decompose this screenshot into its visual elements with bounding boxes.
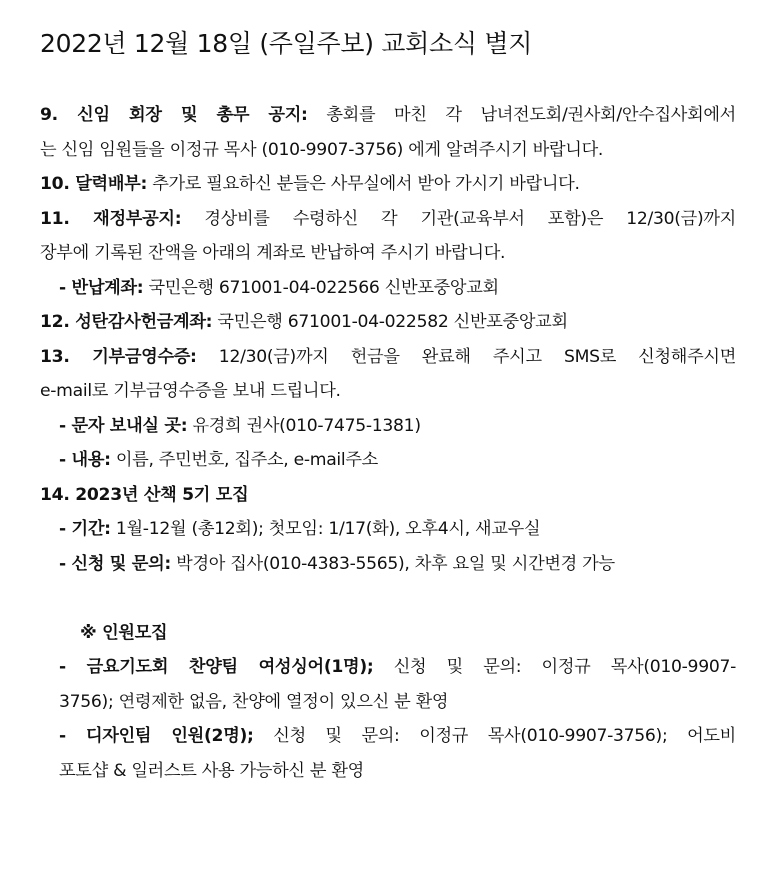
item-12-text: 국민은행 671001-04-022582 신반포중앙교회 (212, 312, 568, 332)
item-13-sub-2-text: 이름, 주민번호, 집주소, e-mail주소 (110, 450, 378, 470)
item-11-text-2: 장부에 기록된 잔액을 아래의 계좌로 반납하여 주시기 바랍니다. (40, 243, 506, 263)
item-13-sub-1-text: 유경희 권사(010-7475-1381) (187, 415, 421, 436)
item-12-label: 12. 성탄감사헌금계좌: (40, 312, 213, 332)
item-10-label: 10. 달력배부: (40, 174, 148, 194)
item-11-sub-line (40, 271, 736, 306)
item-11-text-1: 경상비를 수령하신 각 기관(교육부서 포함)은 12/30(금)까지 (181, 208, 736, 229)
item-13-text-2: e-mail로 기부금영수증을 보내 드립니다. (40, 381, 341, 401)
item-13-sub-1-label: - 문자 보내실 곳: (59, 415, 188, 436)
recruit-2-line-2 (40, 754, 736, 789)
item-10-text: 추가로 필요하신 분들은 사무실에서 받아 가시기 바랍니다. (147, 174, 580, 194)
item-11-line-1 (40, 202, 736, 237)
item-11-sub-label: - 반납계좌: (59, 277, 144, 298)
item-14-sub-1-text: 1월-12월 (총12회); 첫모임: 1/17(화), 오후4시, 새교우실 (110, 519, 541, 539)
item-10-line (40, 167, 736, 202)
recruit-2-text-2: 포토샵 & 일러스트 사용 가능하신 분 환영 (59, 760, 364, 781)
item-13-sub-2 (40, 443, 736, 478)
item-14-sub-2-text: 박경아 집사(010-4383-5565), 차후 요일 및 시간변경 가능 (170, 553, 615, 574)
item-14-sub-1-label: - 기간: (59, 519, 111, 539)
recruit-1-line-2 (40, 685, 736, 720)
item-11-label: 11. 재정부공지: (40, 208, 182, 229)
spacer (40, 581, 736, 616)
item-9-label: 9. 신임 회장 및 총무 공지: (40, 105, 308, 125)
recruit-heading: ※ 인원모집 (80, 622, 168, 643)
item-13-sub-1 (40, 409, 736, 444)
item-14-sub-2 (40, 547, 736, 582)
item-14-label: 14. 2023년 산책 5기 모집 (40, 484, 249, 505)
item-11-line-2 (40, 236, 736, 271)
page-title: 2022년 12월 18일 (주일주보) 교회소식 별지 (40, 29, 533, 58)
item-9-line-2 (40, 133, 736, 168)
recruit-2-text-1: 신청 및 문의: 이정규 목사(010-9907-3756); 어도비 (253, 726, 736, 746)
recruit-2-line-1 (40, 719, 736, 754)
item-13-label: 13. 기부금영수증: (40, 346, 197, 367)
recruit-heading-line (40, 616, 736, 651)
item-14-sub-1 (40, 512, 736, 547)
item-12-line (40, 305, 736, 340)
recruit-1-line-1 (40, 650, 736, 685)
recruit-1-text-2: 3756); 연령제한 없음, 찬양에 열정이 있으신 분 환영 (59, 691, 449, 712)
item-13-text-1: 12/30(금)까지 헌금을 완료해 주시고 SMS로 신청해주시면 (196, 346, 736, 367)
item-9-text-1: 총회를 마친 각 남녀전도회/권사회/안수집사회에서 (307, 105, 736, 125)
notice-body (40, 98, 736, 788)
item-14-line (40, 478, 736, 513)
recruit-1-text-1: 신청 및 문의: 이정규 목사(010-9907- (373, 657, 736, 677)
item-13-line-1 (40, 340, 736, 375)
item-14-sub-2-label: - 신청 및 문의: (59, 553, 171, 574)
item-11-sub-text: 국민은행 671001-04-022566 신반포중앙교회 (143, 277, 499, 298)
item-13-line-2 (40, 374, 736, 409)
item-9-line-1 (40, 98, 736, 133)
recruit-2-label: - 디자인팀 인원(2명); (59, 726, 254, 746)
item-13-sub-2-label: - 내용: (59, 450, 111, 470)
item-9-text-2: 는 신임 임원들을 이정규 목사 (010-9907-3756) 에게 알려주시기 바랍니다. (40, 139, 604, 160)
recruit-1-label: - 금요기도회 찬양팀 여성싱어(1명); (59, 657, 374, 677)
